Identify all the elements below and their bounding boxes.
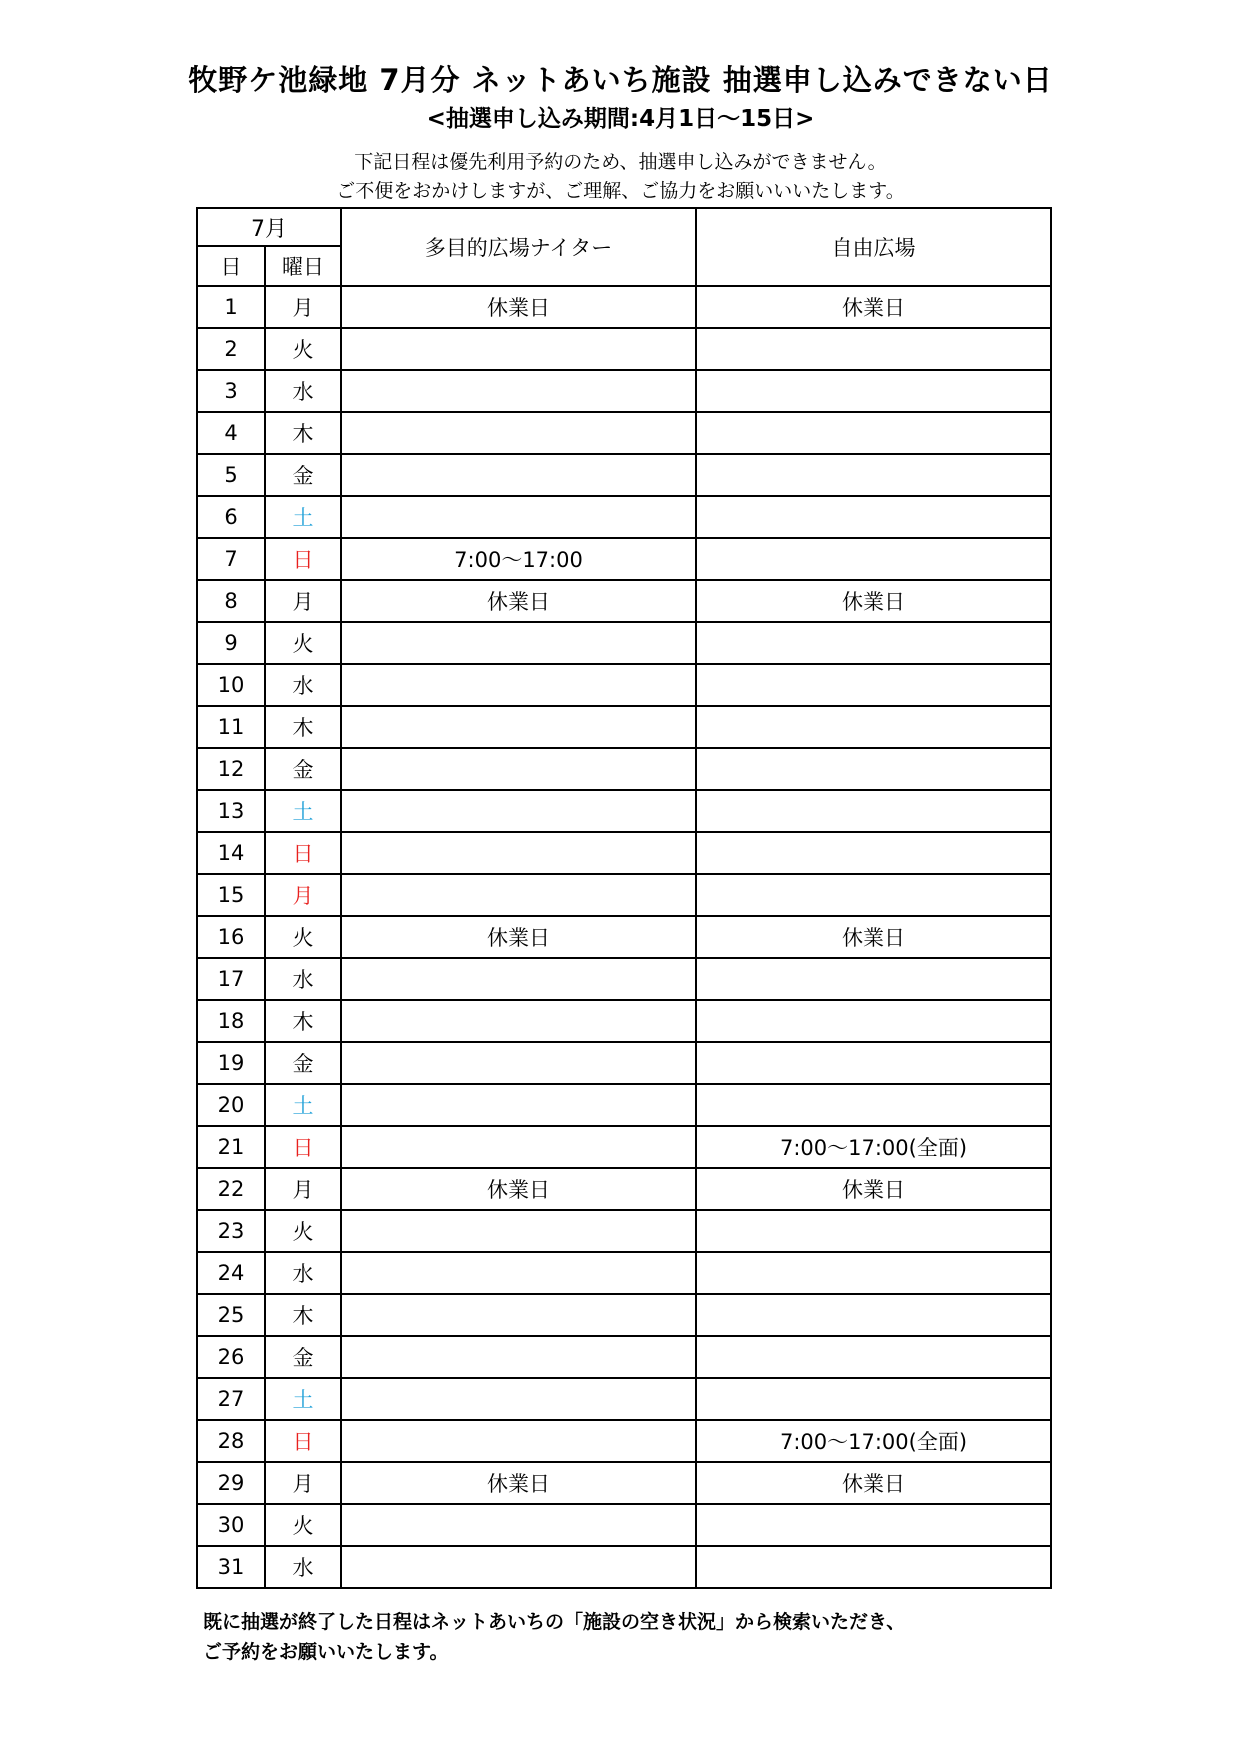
- facility-a-cell: 休業日: [341, 916, 696, 958]
- dow-cell: 土: [265, 496, 341, 538]
- day-cell: 17: [197, 958, 265, 1000]
- facility-b-cell: [696, 958, 1051, 1000]
- facility-a-cell: 7:00～17:00: [341, 538, 696, 580]
- table-row: [197, 916, 1051, 958]
- facility-b-cell: [696, 1378, 1051, 1420]
- facility-b-cell: [696, 370, 1051, 412]
- dow-cell: 火: [265, 1210, 341, 1252]
- dow-cell: 金: [265, 1042, 341, 1084]
- facility-a-cell: [341, 412, 696, 454]
- day-cell: 29: [197, 1462, 265, 1504]
- day-cell: 18: [197, 1000, 265, 1042]
- facility-b-cell: [696, 1042, 1051, 1084]
- dow-cell: 金: [265, 1336, 341, 1378]
- table-row: [197, 1294, 1051, 1336]
- day-cell: 15: [197, 874, 265, 916]
- facility-b-cell: [696, 748, 1051, 790]
- facility-a-cell: [341, 328, 696, 370]
- table-row: [197, 1462, 1051, 1504]
- dow-cell: 木: [265, 1294, 341, 1336]
- day-cell: 6: [197, 496, 265, 538]
- facility-a-cell: [341, 832, 696, 874]
- day-cell: 1: [197, 286, 265, 328]
- table-row: [197, 1252, 1051, 1294]
- table-row: [197, 412, 1051, 454]
- facility-a-cell: [341, 1042, 696, 1084]
- facility-a-cell: [341, 1000, 696, 1042]
- facility-a-cell: [341, 1546, 696, 1588]
- table-row: [197, 1168, 1051, 1210]
- facility-a-cell: 休業日: [341, 1462, 696, 1504]
- day-column-header: 日: [197, 246, 265, 286]
- day-cell: 21: [197, 1126, 265, 1168]
- day-cell: 22: [197, 1168, 265, 1210]
- table-row: [197, 454, 1051, 496]
- day-cell: 25: [197, 1294, 265, 1336]
- facility-a-cell: [341, 496, 696, 538]
- facility-a-cell: [341, 1084, 696, 1126]
- dow-cell: 火: [265, 1504, 341, 1546]
- facility-a-cell: [341, 1378, 696, 1420]
- day-cell: 8: [197, 580, 265, 622]
- dow-cell: 月: [265, 874, 341, 916]
- facility-a-cell: 休業日: [341, 580, 696, 622]
- facility-a-header: 多目的広場ナイター: [341, 208, 696, 286]
- table-row: [197, 1420, 1051, 1462]
- facility-b-cell: 休業日: [696, 1462, 1051, 1504]
- table-row: [197, 664, 1051, 706]
- day-cell: 30: [197, 1504, 265, 1546]
- facility-a-cell: [341, 958, 696, 1000]
- facility-a-cell: [341, 1210, 696, 1252]
- dow-cell: 火: [265, 916, 341, 958]
- facility-a-cell: [341, 370, 696, 412]
- day-cell: 26: [197, 1336, 265, 1378]
- facility-b-cell: [696, 454, 1051, 496]
- dow-cell: 金: [265, 748, 341, 790]
- facility-b-cell: [696, 832, 1051, 874]
- day-cell: 3: [197, 370, 265, 412]
- facility-a-cell: [341, 1504, 696, 1546]
- facility-a-cell: [341, 1420, 696, 1462]
- table-row: [197, 1126, 1051, 1168]
- day-cell: 9: [197, 622, 265, 664]
- dow-cell: 火: [265, 328, 341, 370]
- facility-b-cell: 休業日: [696, 1168, 1051, 1210]
- dow-cell: 水: [265, 1252, 341, 1294]
- facility-a-cell: 休業日: [341, 1168, 696, 1210]
- application-period: <抽選申し込み期間:4月1日～15日>: [426, 106, 815, 132]
- facility-b-cell: [696, 706, 1051, 748]
- table-row: [197, 1546, 1051, 1588]
- facility-a-cell: [341, 622, 696, 664]
- table-row: [197, 1000, 1051, 1042]
- day-cell: 19: [197, 1042, 265, 1084]
- footer-line-2: ご予約をお願いいたします。: [203, 1641, 449, 1663]
- dow-cell: 月: [265, 1168, 341, 1210]
- page-title: 牧野ケ池緑地 7月分 ネットあいち施設 抽選申し込みできない日: [188, 63, 1053, 97]
- schedule-table: [196, 207, 1052, 1589]
- dow-cell: 土: [265, 1084, 341, 1126]
- dow-cell: 水: [265, 958, 341, 1000]
- day-cell: 4: [197, 412, 265, 454]
- facility-b-cell: [696, 1294, 1051, 1336]
- table-row: [197, 622, 1051, 664]
- facility-a-cell: [341, 1126, 696, 1168]
- day-cell: 20: [197, 1084, 265, 1126]
- facility-b-cell: [696, 664, 1051, 706]
- dow-cell: 日: [265, 1420, 341, 1462]
- notice-line-1: 下記日程は優先利用予約のため、抽選申し込みができません。: [354, 151, 887, 173]
- table-row: [197, 1210, 1051, 1252]
- footer-note: [203, 1607, 905, 1667]
- month-header: 7月: [197, 208, 341, 246]
- day-cell: 2: [197, 328, 265, 370]
- facility-b-header: 自由広場: [696, 208, 1051, 286]
- facility-b-cell: 休業日: [696, 580, 1051, 622]
- table-row: [197, 580, 1051, 622]
- facility-b-cell: [696, 328, 1051, 370]
- dow-cell: 火: [265, 622, 341, 664]
- dow-cell: 水: [265, 664, 341, 706]
- table-row: [197, 1042, 1051, 1084]
- day-cell: 24: [197, 1252, 265, 1294]
- facility-b-cell: [696, 1084, 1051, 1126]
- table-row: [197, 1084, 1051, 1126]
- footer-line-1: 既に抽選が終了した日程はネットあいちの「施設の空き状況」から検索いただき、: [203, 1611, 906, 1633]
- dow-cell: 土: [265, 790, 341, 832]
- notice-line-2: ご不便をおかけしますが、ご理解、ご協力をお願いいいたします。: [336, 180, 905, 202]
- day-cell: 10: [197, 664, 265, 706]
- table-row: [197, 328, 1051, 370]
- dow-cell: 木: [265, 1000, 341, 1042]
- facility-b-cell: [696, 1000, 1051, 1042]
- facility-b-cell: [696, 1504, 1051, 1546]
- facility-b-cell: [696, 1336, 1051, 1378]
- facility-a-cell: [341, 874, 696, 916]
- day-cell: 12: [197, 748, 265, 790]
- table-row: [197, 1336, 1051, 1378]
- facility-b-cell: [696, 412, 1051, 454]
- table-row: [197, 790, 1051, 832]
- dow-cell: 月: [265, 580, 341, 622]
- dow-cell: 月: [265, 1462, 341, 1504]
- dow-cell: 日: [265, 832, 341, 874]
- dow-cell: 土: [265, 1378, 341, 1420]
- day-cell: 13: [197, 790, 265, 832]
- day-cell: 5: [197, 454, 265, 496]
- table-row: [197, 286, 1051, 328]
- table-row: [197, 1378, 1051, 1420]
- facility-b-cell: 7:00～17:00(全面): [696, 1126, 1051, 1168]
- table-row: [197, 538, 1051, 580]
- schedule-rows: [197, 286, 1051, 1588]
- facility-b-cell: 7:00～17:00(全面): [696, 1420, 1051, 1462]
- day-cell: 27: [197, 1378, 265, 1420]
- dow-cell: 月: [265, 286, 341, 328]
- facility-a-cell: [341, 454, 696, 496]
- facility-b-cell: [696, 790, 1051, 832]
- facility-b-cell: [696, 1210, 1051, 1252]
- facility-b-cell: [696, 538, 1051, 580]
- facility-a-cell: [341, 1294, 696, 1336]
- dow-cell: 日: [265, 538, 341, 580]
- facility-a-cell: [341, 1252, 696, 1294]
- day-cell: 28: [197, 1420, 265, 1462]
- dow-cell: 水: [265, 370, 341, 412]
- dow-column-header: 曜日: [265, 246, 341, 286]
- day-cell: 7: [197, 538, 265, 580]
- table-row: [197, 832, 1051, 874]
- facility-a-cell: [341, 1336, 696, 1378]
- table-row: [197, 874, 1051, 916]
- table-row: [197, 706, 1051, 748]
- day-cell: 11: [197, 706, 265, 748]
- day-cell: 31: [197, 1546, 265, 1588]
- facility-b-cell: [696, 1252, 1051, 1294]
- table-row: [197, 1504, 1051, 1546]
- facility-b-cell: [696, 1546, 1051, 1588]
- facility-a-cell: [341, 790, 696, 832]
- day-cell: 23: [197, 1210, 265, 1252]
- facility-a-cell: [341, 664, 696, 706]
- table-row: [197, 496, 1051, 538]
- dow-cell: 水: [265, 1546, 341, 1588]
- dow-cell: 日: [265, 1126, 341, 1168]
- dow-cell: 木: [265, 706, 341, 748]
- facility-a-cell: 休業日: [341, 286, 696, 328]
- table-row: [197, 370, 1051, 412]
- day-cell: 16: [197, 916, 265, 958]
- facility-b-cell: 休業日: [696, 286, 1051, 328]
- facility-b-cell: [696, 496, 1051, 538]
- dow-cell: 金: [265, 454, 341, 496]
- facility-b-cell: [696, 622, 1051, 664]
- facility-a-cell: [341, 706, 696, 748]
- dow-cell: 木: [265, 412, 341, 454]
- facility-b-cell: [696, 874, 1051, 916]
- facility-a-cell: [341, 748, 696, 790]
- day-cell: 14: [197, 832, 265, 874]
- table-row: [197, 748, 1051, 790]
- facility-b-cell: 休業日: [696, 916, 1051, 958]
- table-row: [197, 958, 1051, 1000]
